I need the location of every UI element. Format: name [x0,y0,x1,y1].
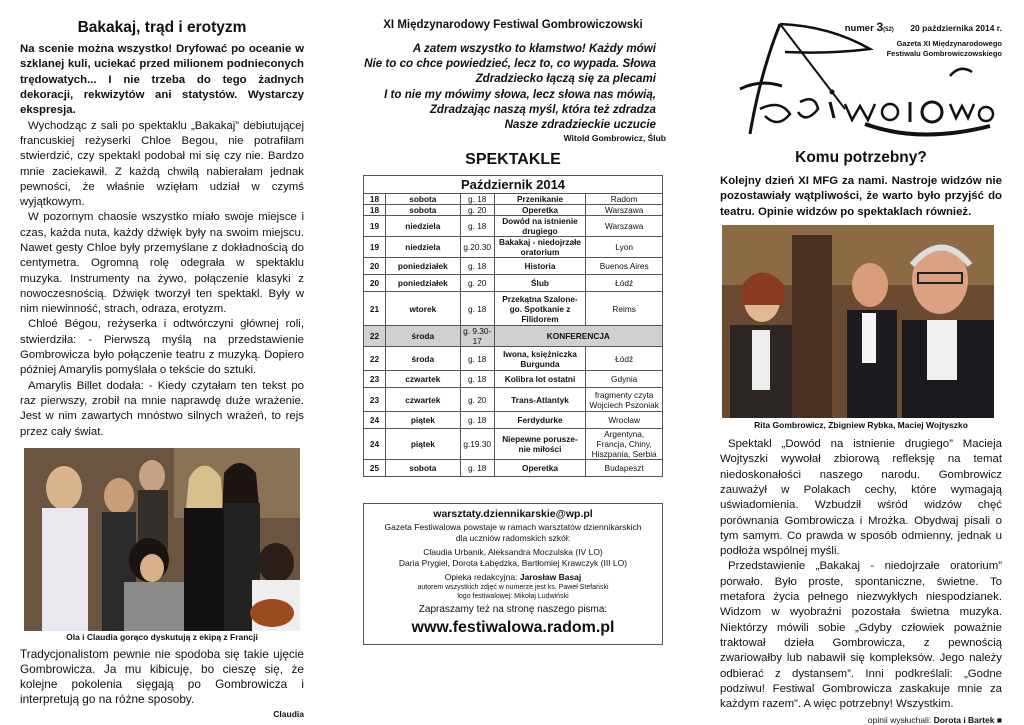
schedule-city: Warszawa [586,205,663,216]
schedule-weekday: poniedziałek [385,258,460,275]
schedule-hour: g.20.30 [460,237,494,258]
schedule-weekday: niedziela [385,237,460,258]
schedule-hour: g. 18 [460,194,494,205]
poem-line: Nasze zdradzieckie uczucie [504,117,656,131]
schedule-hour: g. 18 [460,258,494,275]
editorial-line: Gazeta Festiwalowa powstaje w ramach warsztatów dziennikarskich [384,521,642,532]
schedule-row [364,388,663,412]
poem-line: Zdradzając naszą myśl, która też zdradza [429,102,656,116]
article-paragraph-4: Amarylis Billet dodała: - Kiedy czytałam ten tekst po raz pierwszy, zrobił na mnie naprawdę duże wrażenie. Jest w nim zawartych mnóstwo silnych wrażeń, to rejs przez cały świat. [20,379,304,438]
schedule-city: Argentyna, Francja, Chiny, Hiszpania, Serbia [586,429,663,460]
photo-caption-guests: Rita Gombrowicz, Zbigniew Rybka, Maciej Wojtyszko [754,420,968,431]
schedule-weekday: sobota [385,460,460,477]
schedule-title: Historia [494,258,586,275]
schedule-weekday: sobota [385,205,460,216]
issue-label: numer [844,23,877,34]
issue-date: 20 października 2014 r. [910,23,1002,33]
publisher-line: Festiwalu Gombrowiczowskiego [886,49,1002,58]
editorial-photos: autorem wszystkich zdjęć w numerze jest ks. Paweł Stefański [417,583,609,591]
left-column [20,0,304,725]
schedule-date: 22 [364,347,386,371]
schedule-row [364,326,663,347]
schedule-hour: g. 18 [460,460,494,477]
schedule-table [363,175,663,477]
schedule-hour: g.19.30 [460,429,494,460]
schedule-month: Październik 2014 [364,176,663,194]
schedule-title: Iwona, księżniczka Burgunda [494,347,586,371]
schedule-hour: g. 9.30-17 [460,326,494,347]
schedule-hour: g. 18 [460,292,494,326]
schedule-row [364,237,663,258]
schedule-city: Łódź [586,347,663,371]
schedule-weekday: niedziela [385,216,460,237]
schedule-weekday: wtorek [385,292,460,326]
schedule-date: 22 [364,326,386,347]
schedule-weekday: środa [385,326,460,347]
article-paragraph-komu-1: Spektakl „Dowód na istnienie drugiego” Macieja Wojtyszki wywołał zbiorową refleksję na temat niedoskonałości naszego narodu. Gombrowicz zauważył w Polakach cechy, które wymagają uświadomienia. Wzbudził wśród widzów chęć porównania Gombrowicza i Mrożka. Obydwaj pisali o tym samym. Co prawda w sposób odmienny, jednak u podłoża wspólnej myśli. [720,438,1002,558]
schedule-title: Operetka [494,205,586,216]
schedule-row [364,194,663,205]
schedule-date: 21 [364,292,386,326]
schedule-city: Radom [586,194,663,205]
poem-author: Witold Gombrowicz, Ślub [563,133,666,144]
schedule-title: Trans-Atlantyk [494,388,586,412]
schedule-title: Ślub [494,275,586,292]
publisher-line: Gazeta XI Międzynarodowego [896,39,1002,48]
schedule-date: 20 [364,275,386,292]
article-paragraph-2: W pozornym chaosie wszystko miało swoje miejsce i czas, każda nuta, każdy dźwięk były na swoim miejscu. Nawet gesty Chloe były przemyślane z dokładnością do centymetra. Ogromną rolę odegrała w spektaklu muzyka. Instrumenty na żywo, połączenie klasyki z nowoczesnością. Dźwięk tworzył ten spektakl. Były w nim niewinność, strach, odraza, erotyzm. [20,211,304,316]
article-title-bakakaj: Bakakaj, trąd i erotyzm [77,19,247,36]
schedule-hour: g. 18 [460,371,494,388]
spektakle-heading: SPEKTAKLE [465,151,561,169]
schedule-date: 23 [364,388,386,412]
note-label: opinii wysłuchali: [867,715,934,725]
poem-line: Zdradziecko łączą się za plecami [475,72,656,86]
schedule-hour: g. 20 [460,275,494,292]
editorial-email: warsztaty.dziennikarskie@wp.pl [433,508,593,520]
schedule-city: Lyon [586,237,663,258]
schedule-hour: g. 18 [460,347,494,371]
editorial-line: Daria Prygiel, Dorota Łabędzka, Bartłomiej Krawczyk (III LO) [398,557,628,568]
editorial-invite: Zapraszamy też na stronę naszego pisma: [418,603,608,615]
article-lead-komu: Kolejny dzień XI MFG za nami. Nastroje widzów nie pozostawiały wątpliwości, że warto było przyjść do teatru. Opinie widzów po spektaklach również. [720,175,1002,218]
schedule-title: Niepewne porusze-nie miłości [494,429,586,460]
masthead [720,0,1002,140]
note-authors: Dorota i Bartek ■ [933,715,1002,725]
schedule-city: Gdynia [586,371,663,388]
schedule-weekday: środa [385,347,460,371]
schedule-weekday: poniedziałek [385,275,460,292]
schedule-date: 24 [364,412,386,429]
article-lead-bakakaj: Na scenie można wszystko! Dryfować po oceanie w szklanej kuli, uciekać przed milionem podnieconych trędowatych... I nie trzeba do tego żadnych dekoracji, rekwizytów ani statystów. Wystarczy ekspresja. [20,43,304,117]
issue-info [845,22,1002,59]
issue-line [845,22,1002,35]
article-paragraph-komu-2: Przedstawienie „Bakakaj - niedojrzałe oratorium” porwało. Było proste, spontaniczne, świetne. To metafora życia pełnego niezwykłych niespodzianek. Widzom w wyobraźni pozostała świetna muzyka. Niektórzy mówili sobie „Gdyby człowiek poważnie traktował dzieła Gombrowicza, z pewnością zwariowałby lub nabawił się kompleksów. Jego należy odbierać z dystansem”. Inni podkreślali: „Godne podziwu! Festiwal Gombrowicza zaskakuje mnie za każdym razem”. A więc potrzebny! Wszystkim. [720,560,1002,711]
schedule-row [364,460,663,477]
schedule-title: Przenikanie [494,194,586,205]
article-author-claudia: Claudia [273,708,304,719]
editorial-line: dla uczniów radomskich szkół: [455,532,571,543]
schedule-row [364,275,663,292]
schedule-hour: g. 18 [460,216,494,237]
schedule-title: Kolibra lot ostatni [494,371,586,388]
editor-label: Opieka redakcyjna: [444,571,520,582]
article-closing: Tradycjonalistom pewnie nie spodoba się takie ujęcie Gombrowicza. Ja mu kibicuję, bo cieszę się, że kolejne pokolenia sięgają po Gombrowicza i interpretują go na różne sposoby. [20,646,304,706]
issue-sub: (52) [883,27,894,33]
schedule-title: KONFERENCJA [494,326,662,347]
schedule-date: 25 [364,460,386,477]
schedule-date: 18 [364,205,386,216]
schedule-row [364,347,663,371]
schedule-title: Dowód na istnienie drugiego [494,216,586,237]
schedule-date: 20 [364,258,386,275]
schedule-weekday: piątek [385,412,460,429]
schedule-date: 24 [364,429,386,460]
poem-line: I to nie my mówimy słowa, lecz słowa nas mówią, [384,87,656,101]
schedule-hour: g. 18 [460,412,494,429]
schedule-row [364,205,663,216]
photo-guests-image [722,225,994,418]
schedule-hour: g. 20 [460,205,494,216]
schedule-body [364,194,663,477]
schedule-city: Wrocław [586,412,663,429]
article-paragraph-3: Chloé Bégou, reżyserka i odtwórczyni głównej roli, stwierdziła: - Pierwszą myślą na przedstawienie Gombrowicza było połączenie teatru z muzyką. Dopiero później Amarylis pomyślała o tekście do sztuki. [20,318,304,377]
photo-caption-discussion: Ola i Claudia gorąco dyskutują z ekipą z Francji [66,631,258,642]
schedule-weekday: piątek [385,429,460,460]
issue-number: 3 [876,20,884,34]
schedule-weekday: sobota [385,194,460,205]
editorial-logo: logo festiwalowej: Mikołaj Ludwiński [457,592,569,600]
photo-discussion [24,448,300,631]
schedule-city: Warszawa [586,216,663,237]
right-column [720,0,1002,725]
editor-name: Jarosław Basaj [519,571,582,582]
schedule-title: Ferdydurke [494,412,586,429]
photo-discussion-image [24,448,300,631]
schedule-title: Bakakaj - niedojrzałe oratorium [494,237,586,258]
article-paragraph-1: Wychodząc z sali po spektaklu „Bakakaj” debiutującej francuskiej reżyserki Chloe Begou, nie potrafiłam stwierdzić, czy spektakl podobał mi się czy nie. Bardzo mnie zaciekawił. Z każdą chwilą nabierałam jednak pewności, że właśnie wzięłam udział w czymś wyjątkowym. [20,119,304,209]
editorial-editor [368,572,658,583]
schedule-weekday: czwartek [385,371,460,388]
schedule-city: Reims [586,292,663,326]
schedule-weekday: czwartek [385,388,460,412]
schedule-date: 18 [364,194,386,205]
schedule-row [364,371,663,388]
schedule-city: fragmenty czyta Wojciech Pszoniak [586,388,663,412]
poem-line: A zatem wszystko to kłamstwo! Każdy mówi [412,41,656,55]
schedule-date: 19 [364,216,386,237]
website-url[interactable]: www.festiwalowa.radom.pl [411,618,615,636]
schedule-row [364,216,663,237]
schedule-row [364,258,663,275]
festival-title: XI Międzynarodowy Festiwal Gombrowiczowski [383,19,643,31]
schedule-title: Operetka [494,460,586,477]
schedule-city: Łódź [586,275,663,292]
poem-quote [360,41,666,132]
poem-line: Nie to co chce powiedzieć, lecz to, co wypada. Słowa [364,57,656,71]
schedule-hour: g. 20 [460,388,494,412]
schedule-row [364,412,663,429]
schedule-city: Buenos Aires [586,258,663,275]
schedule-row [364,292,663,326]
editorial-line: Claudia Urbanik, Aleksandra Moczulska (IV LO) [423,546,603,557]
schedule-row [364,429,663,460]
schedule-title: Przekątna Szalone-go. Spotkanie z Filidorem [494,292,586,326]
middle-column [360,0,666,725]
photo-guests [722,225,994,418]
schedule-date: 23 [364,371,386,388]
schedule-city: Budapeszt [586,460,663,477]
opinion-note [720,715,1002,725]
editorial-box [363,503,663,645]
schedule-date: 19 [364,237,386,258]
article-title-komu: Komu potrzebny? [795,149,927,166]
